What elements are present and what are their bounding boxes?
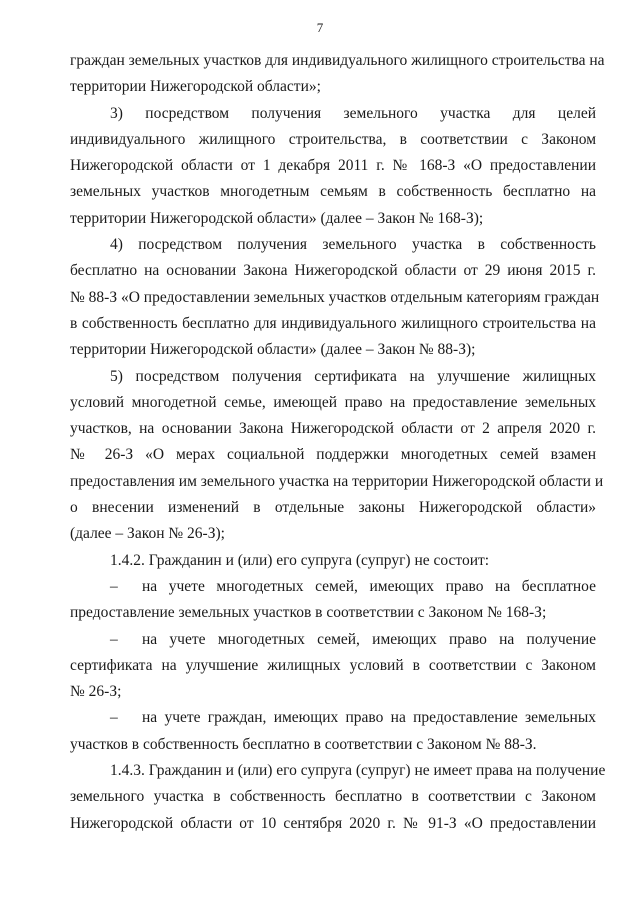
text-line: предоставления им земельного участка на территории Нижегородской области и: [70, 472, 604, 490]
text-line: граждан земельных участков для индивидуального жилищного строительства на: [70, 52, 605, 69]
list-dash: –: [110, 630, 118, 648]
text-line: 1.4.3. Гражданин и (или) его супруга (супруг) не имеет права на получение: [110, 762, 606, 780]
list-item-text: на учете многодетных семей, имеющих право на бесплатное: [142, 577, 596, 595]
text-line: № 88-З «О предоставлении земельных участков отдельным категориям граждан: [70, 288, 600, 306]
text-line: территории Нижегородской области» (далее – Закон № 88-З);: [70, 341, 476, 359]
text-line: в собственность бесплатно для индивидуального жилищного строительства на: [70, 314, 596, 332]
text-line: сертификата на улучшение жилищных условий в соответствии с Законом: [70, 656, 596, 674]
text-line: [70, 705, 596, 731]
text-line: бесплатно на основании Закона Нижегородской области от 29 июня 2015 г.: [70, 262, 596, 280]
text-line: 4) посредством получения земельного участка в собственность: [110, 236, 596, 254]
text-line: о внесении изменений в отдельные законы Нижегородской области»: [70, 499, 596, 517]
list-dash: –: [110, 709, 118, 727]
text-line: [70, 574, 596, 600]
list-item-text: на учете граждан, имеющих право на предоставление земельных: [142, 709, 596, 727]
text-line: участков, на основании Закона Нижегородской области от 2 апреля 2020 г.: [70, 420, 596, 438]
document-body: [70, 48, 606, 837]
text-line: условий многодетной семье, имеющей право на предоставление земельных: [70, 393, 596, 411]
text-line: территории Нижегородской области» (далее – Закон № 168-З);: [70, 209, 484, 227]
text-line: земельных участков многодетным семьям в собственность бесплатно на: [70, 183, 596, 201]
text-line: индивидуального жилищного строительства, в соответствии с Законом: [70, 130, 596, 148]
text-line: 3) посредством получения земельного участка для целей: [110, 104, 596, 122]
text-line: 5) посредством получения сертификата на улучшение жилищных: [110, 367, 596, 385]
text-line: [70, 627, 596, 653]
text-line: Нижегородской области от 1 декабря 2011 г. № 168-З «О предоставлении: [70, 157, 596, 175]
text-line: (далее – Закон № 26-З);: [70, 525, 225, 543]
text-line: № 26-З «О мерах социальной поддержки многодетных семей взамен: [70, 446, 596, 464]
text-line: территории Нижегородской области»;: [70, 78, 321, 96]
text-line: участков в собственность бесплатно в соответствии с Законом № 88-З.: [70, 735, 537, 753]
text-line: предоставление земельных участков в соответствии с Законом № 168-З;: [70, 604, 547, 622]
text-line: № 26-З;: [70, 683, 122, 701]
list-item-text: на учете многодетных семей, имеющих право на получение: [142, 630, 596, 648]
text-line: земельного участка в собственность бесплатно в соответствии с Законом: [70, 788, 596, 806]
page-number: 7: [316, 20, 324, 35]
text-line: Нижегородской области от 10 сентября 2020 г. № 91-З «О предоставлении: [70, 814, 596, 832]
text-line: 1.4.2. Гражданин и (или) его супруга (супруг) не состоит:: [110, 551, 490, 569]
list-dash: –: [110, 577, 118, 595]
